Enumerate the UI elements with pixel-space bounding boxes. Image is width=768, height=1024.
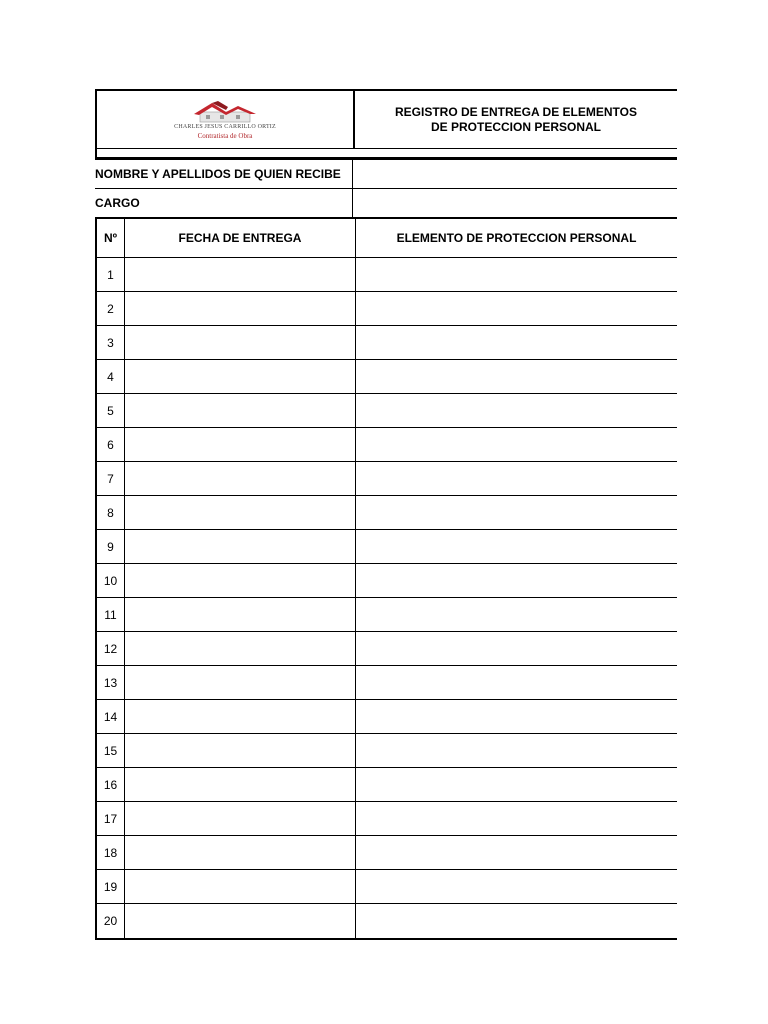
delivery-table: [95, 218, 677, 940]
delivery-date-cell[interactable]: [125, 462, 356, 495]
delivery-date-cell[interactable]: [125, 292, 356, 325]
table-row: [97, 292, 677, 326]
protection-element-cell[interactable]: [356, 666, 677, 699]
protection-element-cell[interactable]: [356, 700, 677, 733]
protection-element-cell[interactable]: [356, 564, 677, 597]
row-number: 20: [97, 904, 125, 938]
header-separator: [95, 148, 677, 160]
delivery-date-cell[interactable]: [125, 564, 356, 597]
row-number: 1: [97, 258, 125, 291]
position-label: CARGO: [95, 189, 353, 217]
protection-element-cell[interactable]: [356, 734, 677, 767]
protection-element-cell[interactable]: [356, 836, 677, 869]
table-row: [97, 836, 677, 870]
form-header: [95, 89, 677, 148]
table-body: [97, 258, 677, 938]
protection-element-cell[interactable]: [356, 326, 677, 359]
delivery-date-cell[interactable]: [125, 870, 356, 903]
row-number: 14: [97, 700, 125, 733]
row-number: 3: [97, 326, 125, 359]
table-row: [97, 462, 677, 496]
table-row: [97, 734, 677, 768]
row-number: 4: [97, 360, 125, 393]
table-row: [97, 666, 677, 700]
table-row: [97, 870, 677, 904]
table-row: [97, 632, 677, 666]
form-title-line1: REGISTRO DE ENTREGA DE ELEMENTOS: [394, 105, 638, 119]
form-title-line2: DE PROTECCION PERSONAL: [430, 120, 601, 134]
delivery-date-cell[interactable]: [125, 530, 356, 563]
header-delivery-date: FECHA DE ENTREGA: [125, 219, 356, 257]
protection-element-cell[interactable]: [356, 360, 677, 393]
recipient-name-field[interactable]: [353, 160, 677, 188]
row-number: 7: [97, 462, 125, 495]
delivery-date-cell[interactable]: [125, 700, 356, 733]
table-row: [97, 428, 677, 462]
protection-element-cell[interactable]: [356, 496, 677, 529]
logo-company-name: CHARLES JESUS CARRILLO ORTIZ: [174, 124, 276, 130]
table-row: [97, 768, 677, 802]
row-number: 9: [97, 530, 125, 563]
table-header: [97, 219, 677, 258]
title-cell: [355, 91, 677, 148]
table-row: [97, 700, 677, 734]
delivery-date-cell[interactable]: [125, 734, 356, 767]
protection-element-cell[interactable]: [356, 258, 677, 291]
row-number: 6: [97, 428, 125, 461]
table-row: [97, 564, 677, 598]
delivery-date-cell[interactable]: [125, 360, 356, 393]
table-row: [97, 394, 677, 428]
form-title: [395, 105, 637, 135]
table-row: [97, 360, 677, 394]
row-number: 18: [97, 836, 125, 869]
delivery-date-cell[interactable]: [125, 836, 356, 869]
protection-element-cell[interactable]: [356, 394, 677, 427]
delivery-date-cell[interactable]: [125, 326, 356, 359]
table-row: [97, 326, 677, 360]
protection-element-cell[interactable]: [356, 802, 677, 835]
delivery-date-cell[interactable]: [125, 258, 356, 291]
delivery-date-cell[interactable]: [125, 666, 356, 699]
delivery-date-cell[interactable]: [125, 802, 356, 835]
row-number: 17: [97, 802, 125, 835]
delivery-date-cell[interactable]: [125, 768, 356, 801]
row-number: 19: [97, 870, 125, 903]
delivery-date-cell[interactable]: [125, 598, 356, 631]
table-row: [97, 496, 677, 530]
delivery-date-cell[interactable]: [125, 394, 356, 427]
position-row: [95, 189, 677, 218]
row-number: 2: [97, 292, 125, 325]
row-number: 11: [97, 598, 125, 631]
row-number: 5: [97, 394, 125, 427]
row-number: 13: [97, 666, 125, 699]
protection-element-cell[interactable]: [356, 530, 677, 563]
row-number: 12: [97, 632, 125, 665]
row-number: 10: [97, 564, 125, 597]
delivery-date-cell[interactable]: [125, 496, 356, 529]
table-row: [97, 802, 677, 836]
position-field[interactable]: [353, 189, 677, 217]
logo-tagline: Contratista de Obra: [197, 132, 253, 140]
delivery-date-cell[interactable]: [125, 632, 356, 665]
delivery-date-cell[interactable]: [125, 904, 356, 938]
protection-element-cell[interactable]: [356, 632, 677, 665]
delivery-record-form: [95, 89, 677, 940]
house-roof-logo-icon: [190, 101, 260, 123]
row-number: 15: [97, 734, 125, 767]
protection-element-cell[interactable]: [356, 870, 677, 903]
protection-element-cell[interactable]: [356, 462, 677, 495]
protection-element-cell[interactable]: [356, 292, 677, 325]
protection-element-cell[interactable]: [356, 428, 677, 461]
header-protection-element: ELEMENTO DE PROTECCION PERSONAL: [396, 231, 637, 245]
table-row: [97, 904, 677, 938]
table-row: [97, 598, 677, 632]
table-row: [97, 258, 677, 292]
logo-cell: [97, 91, 355, 148]
row-number: 16: [97, 768, 125, 801]
recipient-name-row: [95, 160, 677, 189]
header-number: Nº: [97, 219, 125, 257]
protection-element-cell[interactable]: [356, 904, 677, 938]
protection-element-cell[interactable]: [356, 768, 677, 801]
protection-element-cell[interactable]: [356, 598, 677, 631]
recipient-name-label: NOMBRE Y APELLIDOS DE QUIEN RECIBE: [95, 160, 353, 188]
row-number: 8: [97, 496, 125, 529]
table-row: [97, 530, 677, 564]
delivery-date-cell[interactable]: [125, 428, 356, 461]
